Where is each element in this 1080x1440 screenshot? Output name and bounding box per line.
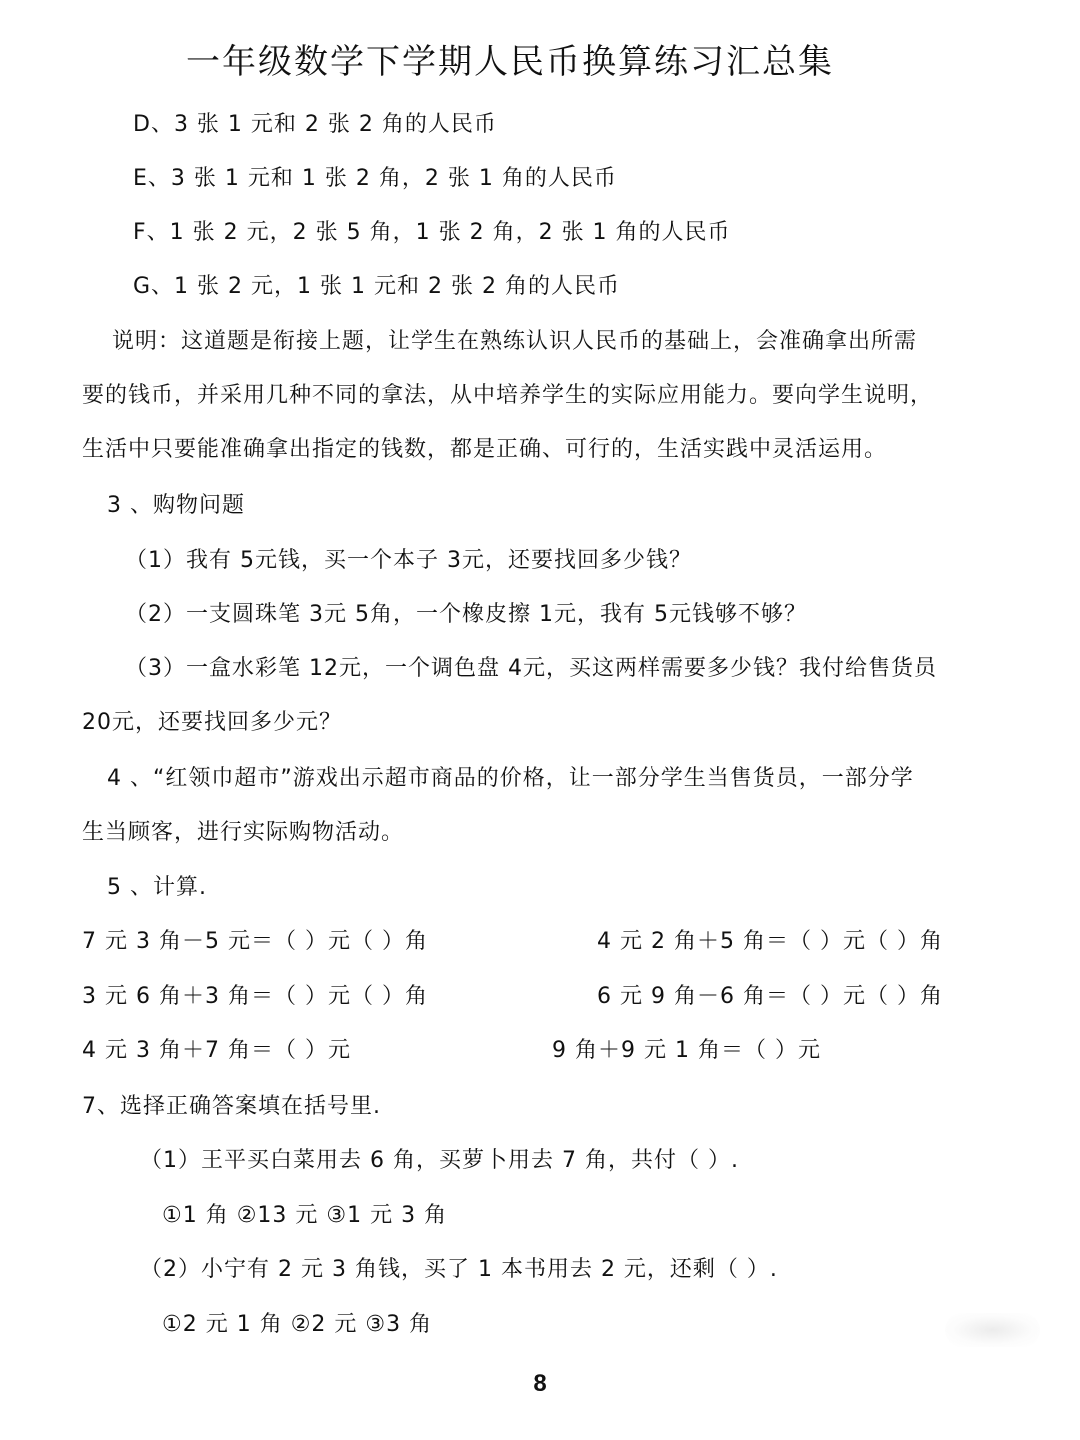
- section-3-question-1: （1）我有 5元钱，买一个本子 3元，还要找回多少钱？: [125, 548, 692, 573]
- explanation-line-2: 要的钱币，并采用几种不同的拿法，从中培养学生的实际应用能力。要向学生说明，: [82, 383, 934, 408]
- section-5-heading: 5 、计算.: [107, 875, 207, 900]
- calc-item: 4 元 2 角＋5 角＝（ ）元（ ）角: [597, 929, 943, 954]
- section-3-question-3-cont: 20元，还要找回多少元？: [82, 710, 342, 735]
- calc-item: 9 角＋9 元 1 角＝（ ）元: [552, 1038, 821, 1063]
- page-title: 一年级数学下学期人民币换算练习汇总集: [186, 42, 834, 82]
- calc-item: 3 元 6 角＋3 角＝（ ）元（ ）角: [82, 984, 428, 1009]
- option-g: G、1 张 2 元，1 张 1 元和 2 张 2 角的人民币: [133, 274, 620, 299]
- section-4-line-2: 生当顾客，进行实际购物活动。: [82, 820, 405, 845]
- calc-item: 7 元 3 角－5 元＝（ ）元（ ）角: [82, 929, 428, 954]
- section-3-heading: 3 、购物问题: [107, 493, 245, 518]
- section-7-question-2: （2）小宁有 2 元 3 角钱，买了 1 本书用去 2 元，还剩（ ）.: [140, 1257, 778, 1282]
- option-d: D、3 张 1 元和 2 张 2 角的人民币: [133, 112, 497, 137]
- option-f: F、1 张 2 元，2 张 5 角，1 张 2 角，2 张 1 角的人民币: [133, 220, 731, 245]
- section-3-question-2: （2）一支圆珠笔 3元 5角，一个橡皮擦 1元，我有 5元钱够不够？: [125, 602, 807, 627]
- section-7-heading: 7、选择正确答案填在括号里.: [82, 1094, 381, 1119]
- explanation-line-3: 生活中只要能准确拿出指定的钱数，都是正确、可行的，生活实践中灵活运用。: [82, 437, 888, 462]
- option-e: E、3 张 1 元和 1 张 2 角，2 张 1 角的人民币: [133, 166, 617, 191]
- section-7-question-1: （1）王平买白菜用去 6 角，买萝卜用去 7 角，共付（ ）.: [140, 1148, 739, 1173]
- section-7-question-2-choices: ①2 元 1 角 ②2 元 ③3 角: [162, 1312, 433, 1337]
- section-3-question-3: （3）一盒水彩笔 12元，一个调色盘 4元，买这两样需要多少钱？我付给售货员: [125, 656, 937, 681]
- section-7-question-1-choices: ①1 角 ②13 元 ③1 元 3 角: [162, 1203, 448, 1228]
- section-4-line-1: 4 、“红领巾超市”游戏出示超市商品的价格，让一部分学生当售货员，一部分学: [107, 766, 914, 791]
- calc-item: 6 元 9 角－6 角＝（ ）元（ ）角: [597, 984, 943, 1009]
- explanation-line-1: 说明：这道题是衔接上题，让学生在熟练认识人民币的基础上，会准确拿出所需: [112, 329, 918, 354]
- scan-smudge: [945, 1313, 1040, 1347]
- page-number: 8: [533, 1370, 547, 1397]
- calc-item: 4 元 3 角＋7 角＝（ ）元: [82, 1038, 351, 1063]
